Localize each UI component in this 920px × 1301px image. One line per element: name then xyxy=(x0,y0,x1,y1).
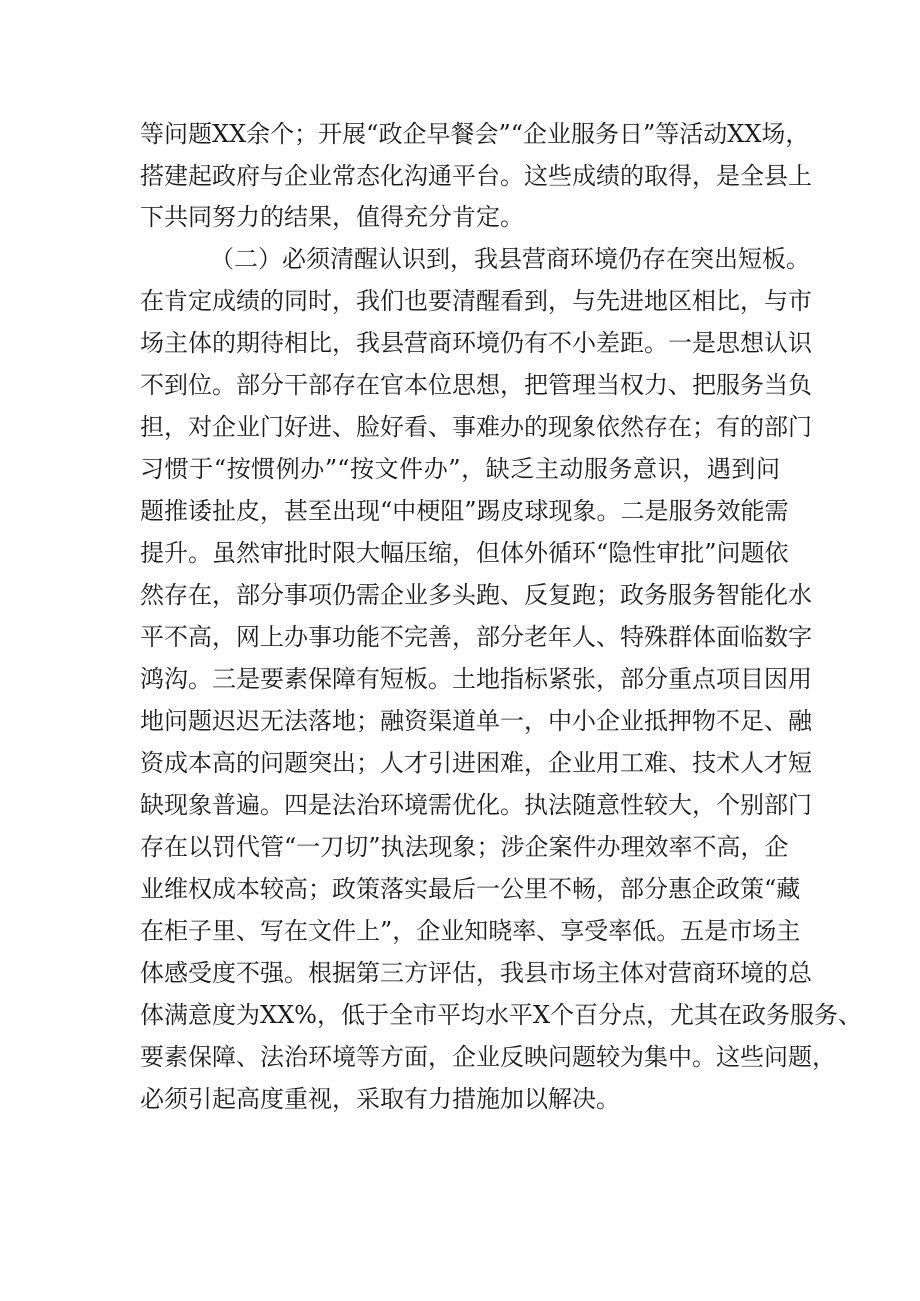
text-line xyxy=(0,826,920,868)
line-text: 平不高，网上办事功能不完善，部分老年人、特殊群体面临数字 xyxy=(140,623,812,651)
text-line xyxy=(0,532,920,574)
line-text: 业维权成本较高；政策落实最后一公里不畅，部分惠企政策“藏 xyxy=(140,875,801,903)
text-line xyxy=(0,490,920,532)
line-text: 搭建起政府与企业常态化沟通平台。这些成绩的取得，是全县上 xyxy=(140,162,812,190)
text-line xyxy=(0,322,920,364)
line-text: 然存在，部分事项仍需企业多头跑、反复跑；政务服务智能化水 xyxy=(140,581,812,609)
text-line xyxy=(0,952,920,994)
text-line xyxy=(0,155,920,197)
section-heading: （二）必须清醒认识到，我县营商环境仍存在突出短板。 xyxy=(210,245,810,273)
line-text: 必须引起高度重视，采取有力措施加以解决。 xyxy=(140,1085,620,1113)
text-line xyxy=(0,196,920,238)
line-text: 体满意度为XX%，低于全市平均水平X个百分点，尤其在政务服务、 xyxy=(140,1001,863,1029)
text-line xyxy=(0,280,920,322)
line-text: 下共同努力的结果，值得充分肯定。 xyxy=(140,203,524,231)
text-line xyxy=(0,406,920,448)
line-text: 地问题迟迟无法落地；融资渠道单一，中小企业抵押物不足、融 xyxy=(140,707,812,735)
text-line xyxy=(0,742,920,784)
line-text: 资成本高的问题突出；人才引进困难，企业用工难、技术人才短 xyxy=(140,749,812,777)
line-text: 要素保障、法治环境等方面，企业反映问题较为集中。这些问题， xyxy=(140,1043,836,1071)
line-text: 场主体的期待相比，我县营商环境仍有不小差距。一是思想认识 xyxy=(140,329,812,357)
line-text: 在肯定成绩的同时，我们也要清醒看到，与先进地区相比，与市 xyxy=(140,287,812,315)
line-text: 缺现象普遍。四是法治环境需优化。执法随意性较大，个别部门 xyxy=(140,791,812,819)
text-line xyxy=(0,868,920,910)
text-line xyxy=(0,700,920,742)
line-text: 存在以罚代管“一刀切”执法现象；涉企案件办理效率不高，企 xyxy=(140,833,789,861)
text-line xyxy=(0,364,920,406)
line-text: 不到位。部分干部存在官本位思想，把管理当权力、把服务当负 xyxy=(140,371,812,399)
text-line xyxy=(0,1078,920,1120)
text-line xyxy=(0,1036,920,1078)
text-line xyxy=(0,616,920,658)
line-text: 习惯于“按惯例办”“按文件办”，缺乏主动服务意识，遇到问 xyxy=(140,455,780,483)
text-line xyxy=(0,784,920,826)
text-line xyxy=(0,994,920,1036)
line-text: 等问题XX余个；开展“政企早餐会”“企业服务日”等活动XX场， xyxy=(140,120,810,148)
line-text: 鸿沟。三是要素保障有短板。土地指标紧张，部分重点项目因用 xyxy=(140,665,812,693)
line-text: 担，对企业门好进、脸好看、事难办的现象依然存在；有的部门 xyxy=(140,413,812,441)
line-text: 在柜子里、写在文件上”，企业知晓率、享受率低。五是市场主 xyxy=(140,917,801,945)
text-line xyxy=(0,113,920,155)
text-line xyxy=(0,658,920,700)
line-text: 题推诿扯皮，甚至出现“中梗阻”踢皮球现象。二是服务效能需 xyxy=(140,497,789,525)
text-line xyxy=(0,574,920,616)
line-text: 体感受度不强。根据第三方评估，我县市场主体对营商环境的总 xyxy=(140,959,812,987)
line-text: 提升。虽然审批时限大幅压缩，但体外循环“隐性审批”问题依 xyxy=(140,539,789,567)
text-line xyxy=(0,910,920,952)
text-line xyxy=(0,448,920,490)
section-heading-line xyxy=(0,238,920,280)
